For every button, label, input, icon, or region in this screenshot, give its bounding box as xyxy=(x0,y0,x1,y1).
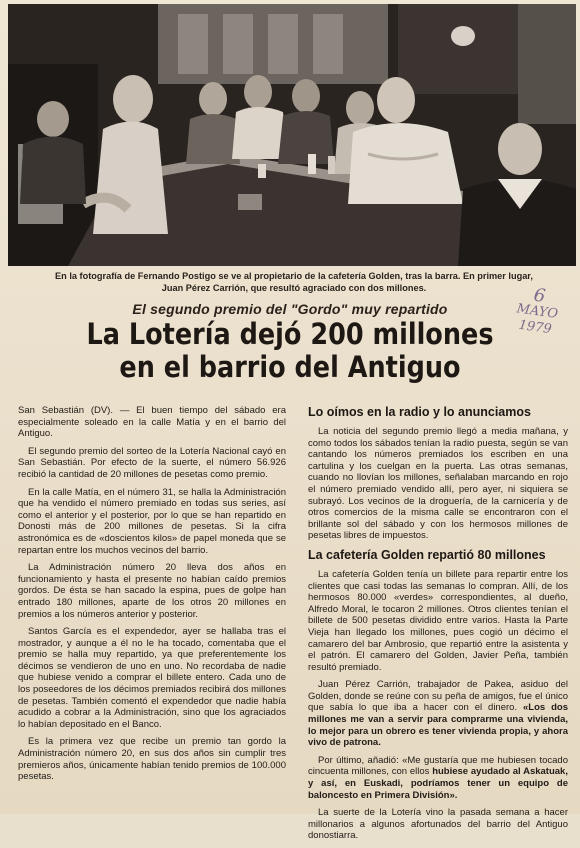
caption-line-2: Juan Pérez Carrión, que resultó agraciado con dos millones. xyxy=(161,283,427,293)
cafe-photograph xyxy=(8,4,576,266)
left-paragraph-6: Es la primera vez que recibe un premio tan gordo la Administración número 20, en sus dos años sin cumplir tres premieros años, únicamente habían tenido premios de 100.000 pesetas. xyxy=(18,736,286,783)
left-column xyxy=(18,405,286,789)
right-paragraph-3 xyxy=(308,679,568,749)
right-paragraph-4-quote: hubiese ayudado al Askatuak, y así, en Euskadi, podríamos tener un equipo de baloncesto en Primera División». xyxy=(308,766,568,801)
headline-line-2: en el barrio del Antiguo xyxy=(119,350,461,384)
article-kicker: El segundo premio del "Gordo" muy repartido xyxy=(132,301,448,317)
handwritten-date-note xyxy=(495,284,575,373)
right-paragraph-4-text: Por último, añadió: «Me gustaría que me hubiesen tocado cincuenta millones, con ellos xyxy=(308,754,568,778)
caption-line-1: En la fotografía de Fernando Postigo se ve al propietario de la cafetería Golden, tras la barra. En primer lugar, xyxy=(55,271,533,281)
left-paragraph-1: San Sebastián (DV). — El buen tiempo del sábado era especialmente soleado en la calle Matía y en el barrio del Antiguo. xyxy=(18,405,286,440)
right-paragraph-3-text: Juan Pérez Carrión, trabajador de Pakea, asiduo del Golden, donde se reúne con su peña de amigos, fue el único que sabía lo que iba a hacer con el dinero. xyxy=(308,679,568,714)
right-paragraph-5: La suerte de la Lotería vino la pasada semana a hacer millonarios a algunos afortunados del barrio del Antiguo donostiarra. xyxy=(308,807,568,842)
right-paragraph-1: La noticia del segundo premio llegó a media mañana, y como todos los sábados tenían la radio puesta, según se van cantando los números premiados los escriben en una cartulina y los cuelgan en la puerta. Las otras semanas, cuando no llovían los millones, señalaban marcando en rojo el número premiado vendido allí, pero ayer, ni siquiera se subrayó. Los vecinos de la droguería, de la carnicería y de otros comercios de la misma calle se encontraron con el brillante sol del sábado y con los hermosos millones de pesetas libres de impuestos. xyxy=(308,426,568,542)
left-paragraph-4: La Administración número 20 lleva dos años en funcionamiento y hasta el presente no habían caído premios gordos. De ésta se han sacado la espina, pues de golpe han entrado 180 millones, aparte de los otros 20 millones en premios a los números anterior y posterior. xyxy=(18,562,286,620)
left-paragraph-2: El segundo premio del sorteo de la Lotería Nacional cayó en San Sebastián. Por efecto de la suerte, el número 56.926 recibió la cantidad de 20 millones de pesetas como premio. xyxy=(18,445,286,480)
handnote-year: 1979 xyxy=(517,317,553,338)
cafe-bar-scene-image xyxy=(8,4,576,266)
right-column xyxy=(308,405,568,848)
subhead-golden: La cafetería Golden repartió 80 millones xyxy=(308,547,546,562)
left-paragraph-3: En la calle Matía, en el número 31, se halla la Administración que ha vendido el número premiado en todas sus series, así como el anterior y el posterior, por lo que se han repartido en Donosti más de 200 millones de pesetas. Si la cifra astronómica es de «doscientos kilos» de papel moneda que se repartan entre los muchos vecinos del barrio. xyxy=(18,486,286,556)
photo-caption xyxy=(14,270,574,294)
handnote-month: MAYO xyxy=(515,301,559,322)
headline-line-1: La Lotería dejó 200 millones xyxy=(86,317,494,351)
right-paragraph-2: La cafetería Golden tenía un billete para repartir entre los clientes que casi todas las semanas lo compran. Allí, de los hermosos 80.000 «verdes» correspondientes, al dueño, Alfredo Moral, le tocaron 2 millones. Otros clientes tenían el billete de 500 pesetas dividido entre varios. Hasta la Parte Vieja han llegado los millones, pues cogió un décimo el camarero del bar Ambrosio, que repartió entre la asistenta y el patrón. El camarero del Golden, Javier Peña, también resultó premiado. xyxy=(308,568,568,673)
article-headline xyxy=(70,318,510,384)
handnote-day: 6 xyxy=(532,284,547,308)
subhead-radio: Lo oímos en la radio y lo anunciamos xyxy=(308,405,531,419)
right-paragraph-3-quote: «Los dos millones me van a servir para comprarme una vivienda, lo mejor para un obrero es tener vivienda propia, y ahora vivo de patrona. xyxy=(308,702,568,749)
right-paragraph-4 xyxy=(308,755,568,801)
left-paragraph-5: Santos García es el expendedor, ayer se hallaba tras el mostrador, y aunque a él no le ha tocado, comentaba que el premio se halla muy repartido, ya que preferentemente los décimos se vendieron de uno en uno. No recordaba de nadie que hubiese venido a comprar el billete entero. Cada uno de los poseedores de los décimos premiados recibirá dos millones de pesetas. También comentó el expendedor que nadie había acudido a cobrar a la Administración, sino que los agraciados lo habían depositado en el Banco. xyxy=(18,626,286,730)
